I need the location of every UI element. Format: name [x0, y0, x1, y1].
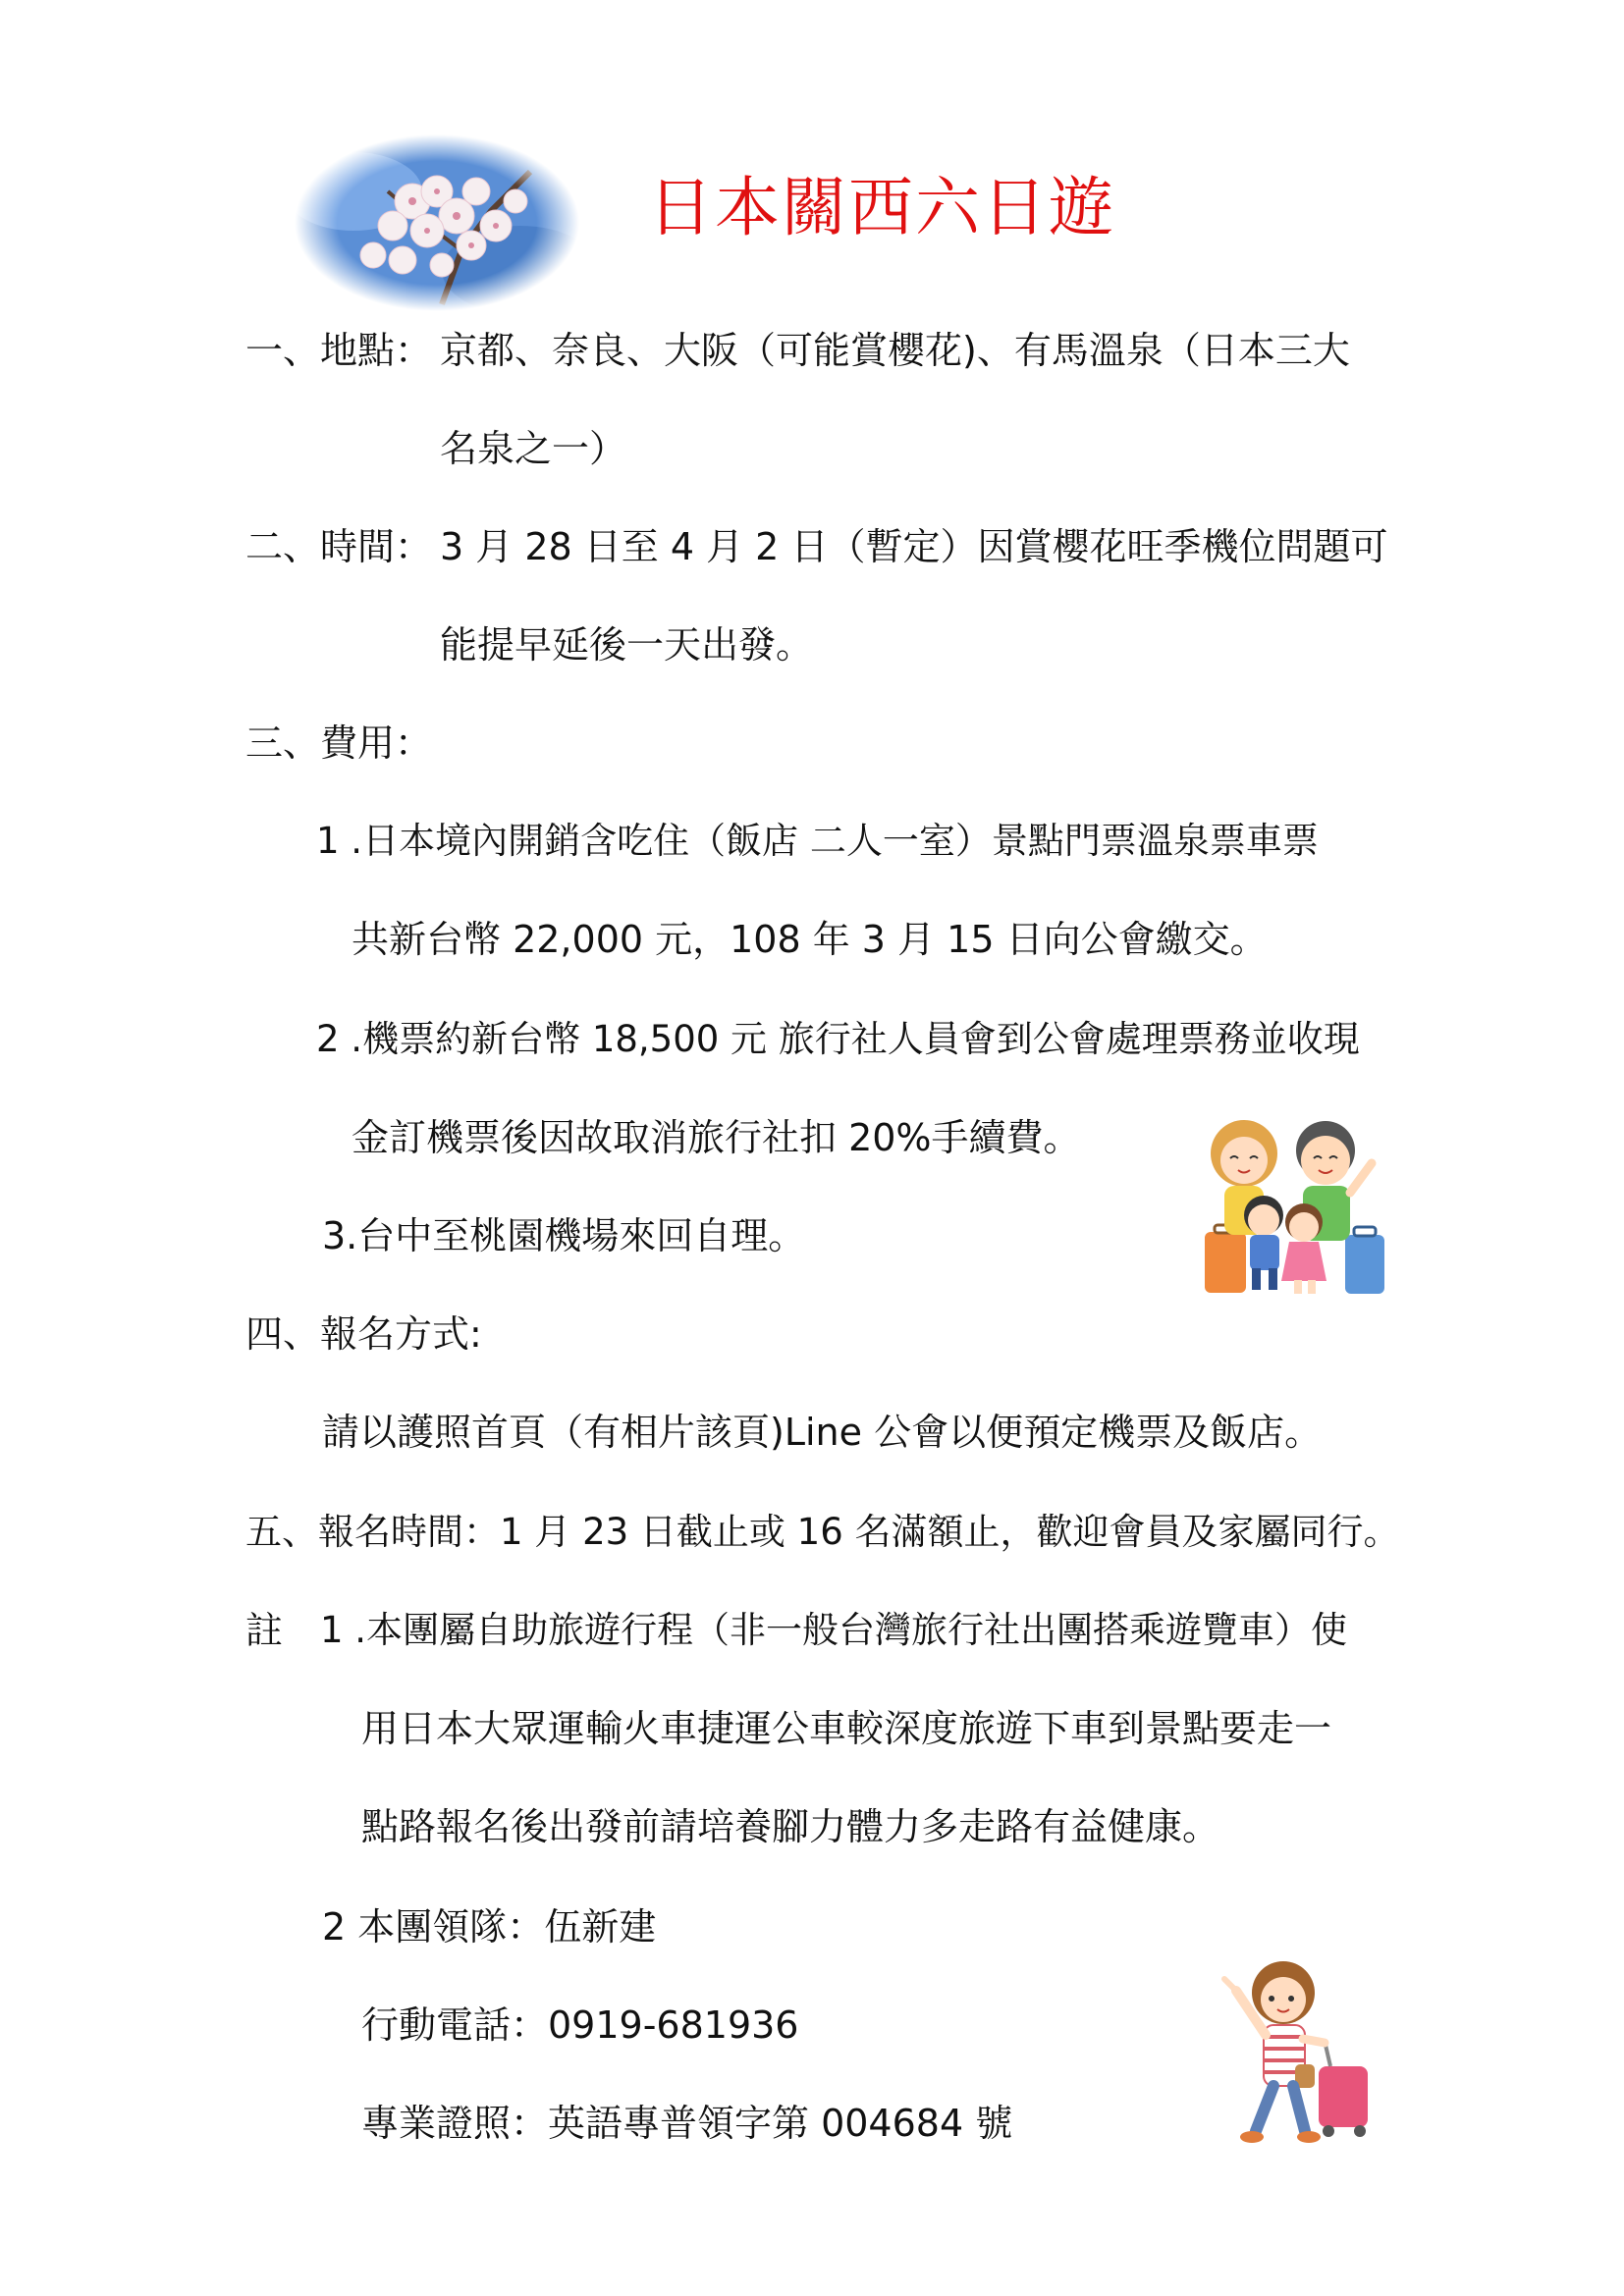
- signup-line-1: 請以護照首頁（有相片該頁)Line 公會以便預定機票及飯店。: [322, 1411, 1323, 1454]
- notes-item-2-line-1: 2 本團領隊：伍新建: [322, 1905, 657, 1949]
- fee-item-1-line-1: 1 .日本境內開銷含吃住（飯店 二人一室）景點門票溫泉票車票: [316, 820, 1319, 862]
- notes-item-1-line-2: 用日本大眾運輸火車捷運公車較深度旅遊下車到景點要走一: [361, 1707, 1332, 1750]
- fee-item-2-line-2: 金訂機票後因故取消旅行社扣 20%手續費。: [352, 1116, 1081, 1159]
- fee-item-1-line-2: 共新台幣 22,000 元，108 年 3 月 15 日向公會繳交。: [352, 918, 1268, 961]
- fee-item-2-line-1: 2 .機票約新台幣 18,500 元 旅行社人員會到公會處理票務並收現: [316, 1018, 1360, 1060]
- fee-label: 三、費用：: [245, 721, 433, 765]
- location-line-2: 名泉之一）: [440, 427, 627, 470]
- notes-item-1-line-3: 點路報名後出發前請培養腳力體力多走路有益健康。: [361, 1805, 1220, 1848]
- time-label: 二、時間：: [245, 525, 433, 568]
- signup-label: 四、報名方式:: [245, 1312, 482, 1356]
- traveler-illustration: [1193, 1949, 1389, 2155]
- notes-item-2-line-2: 行動電話：0919-681936: [361, 2003, 799, 2047]
- deadline-line-1: 五、報名時間：1 月 23 日截止或 16 名滿額止，歡迎會員及家屬同行。: [245, 1511, 1400, 1553]
- time-line-1: 3 月 28 日至 4 月 2 日（暫定）因賞櫻花旺季機位問題可: [440, 525, 1388, 568]
- cherry-blossom-photo: [295, 133, 579, 314]
- notes-label: 註: [245, 1609, 284, 1652]
- notes-item-2-line-3: 專業證照：英語專普領字第 004684 號: [361, 2102, 1013, 2145]
- family-illustration: [1193, 1109, 1389, 1306]
- time-line-2: 能提早延後一天出發。: [440, 623, 814, 667]
- location-label: 一、地點：: [245, 329, 433, 372]
- fee-item-3: 3.台中至桃園機場來回自理。: [322, 1214, 806, 1257]
- page-title: 日本關西六日遊: [648, 170, 1115, 245]
- notes-item-1-line-1: 1 .本團屬自助旅遊行程（非一般台灣旅行社出團搭乘遊覽車）使: [320, 1609, 1348, 1651]
- location-line-1: 京都、奈良、大阪（可能賞櫻花)、有馬溫泉（日本三大: [440, 329, 1350, 372]
